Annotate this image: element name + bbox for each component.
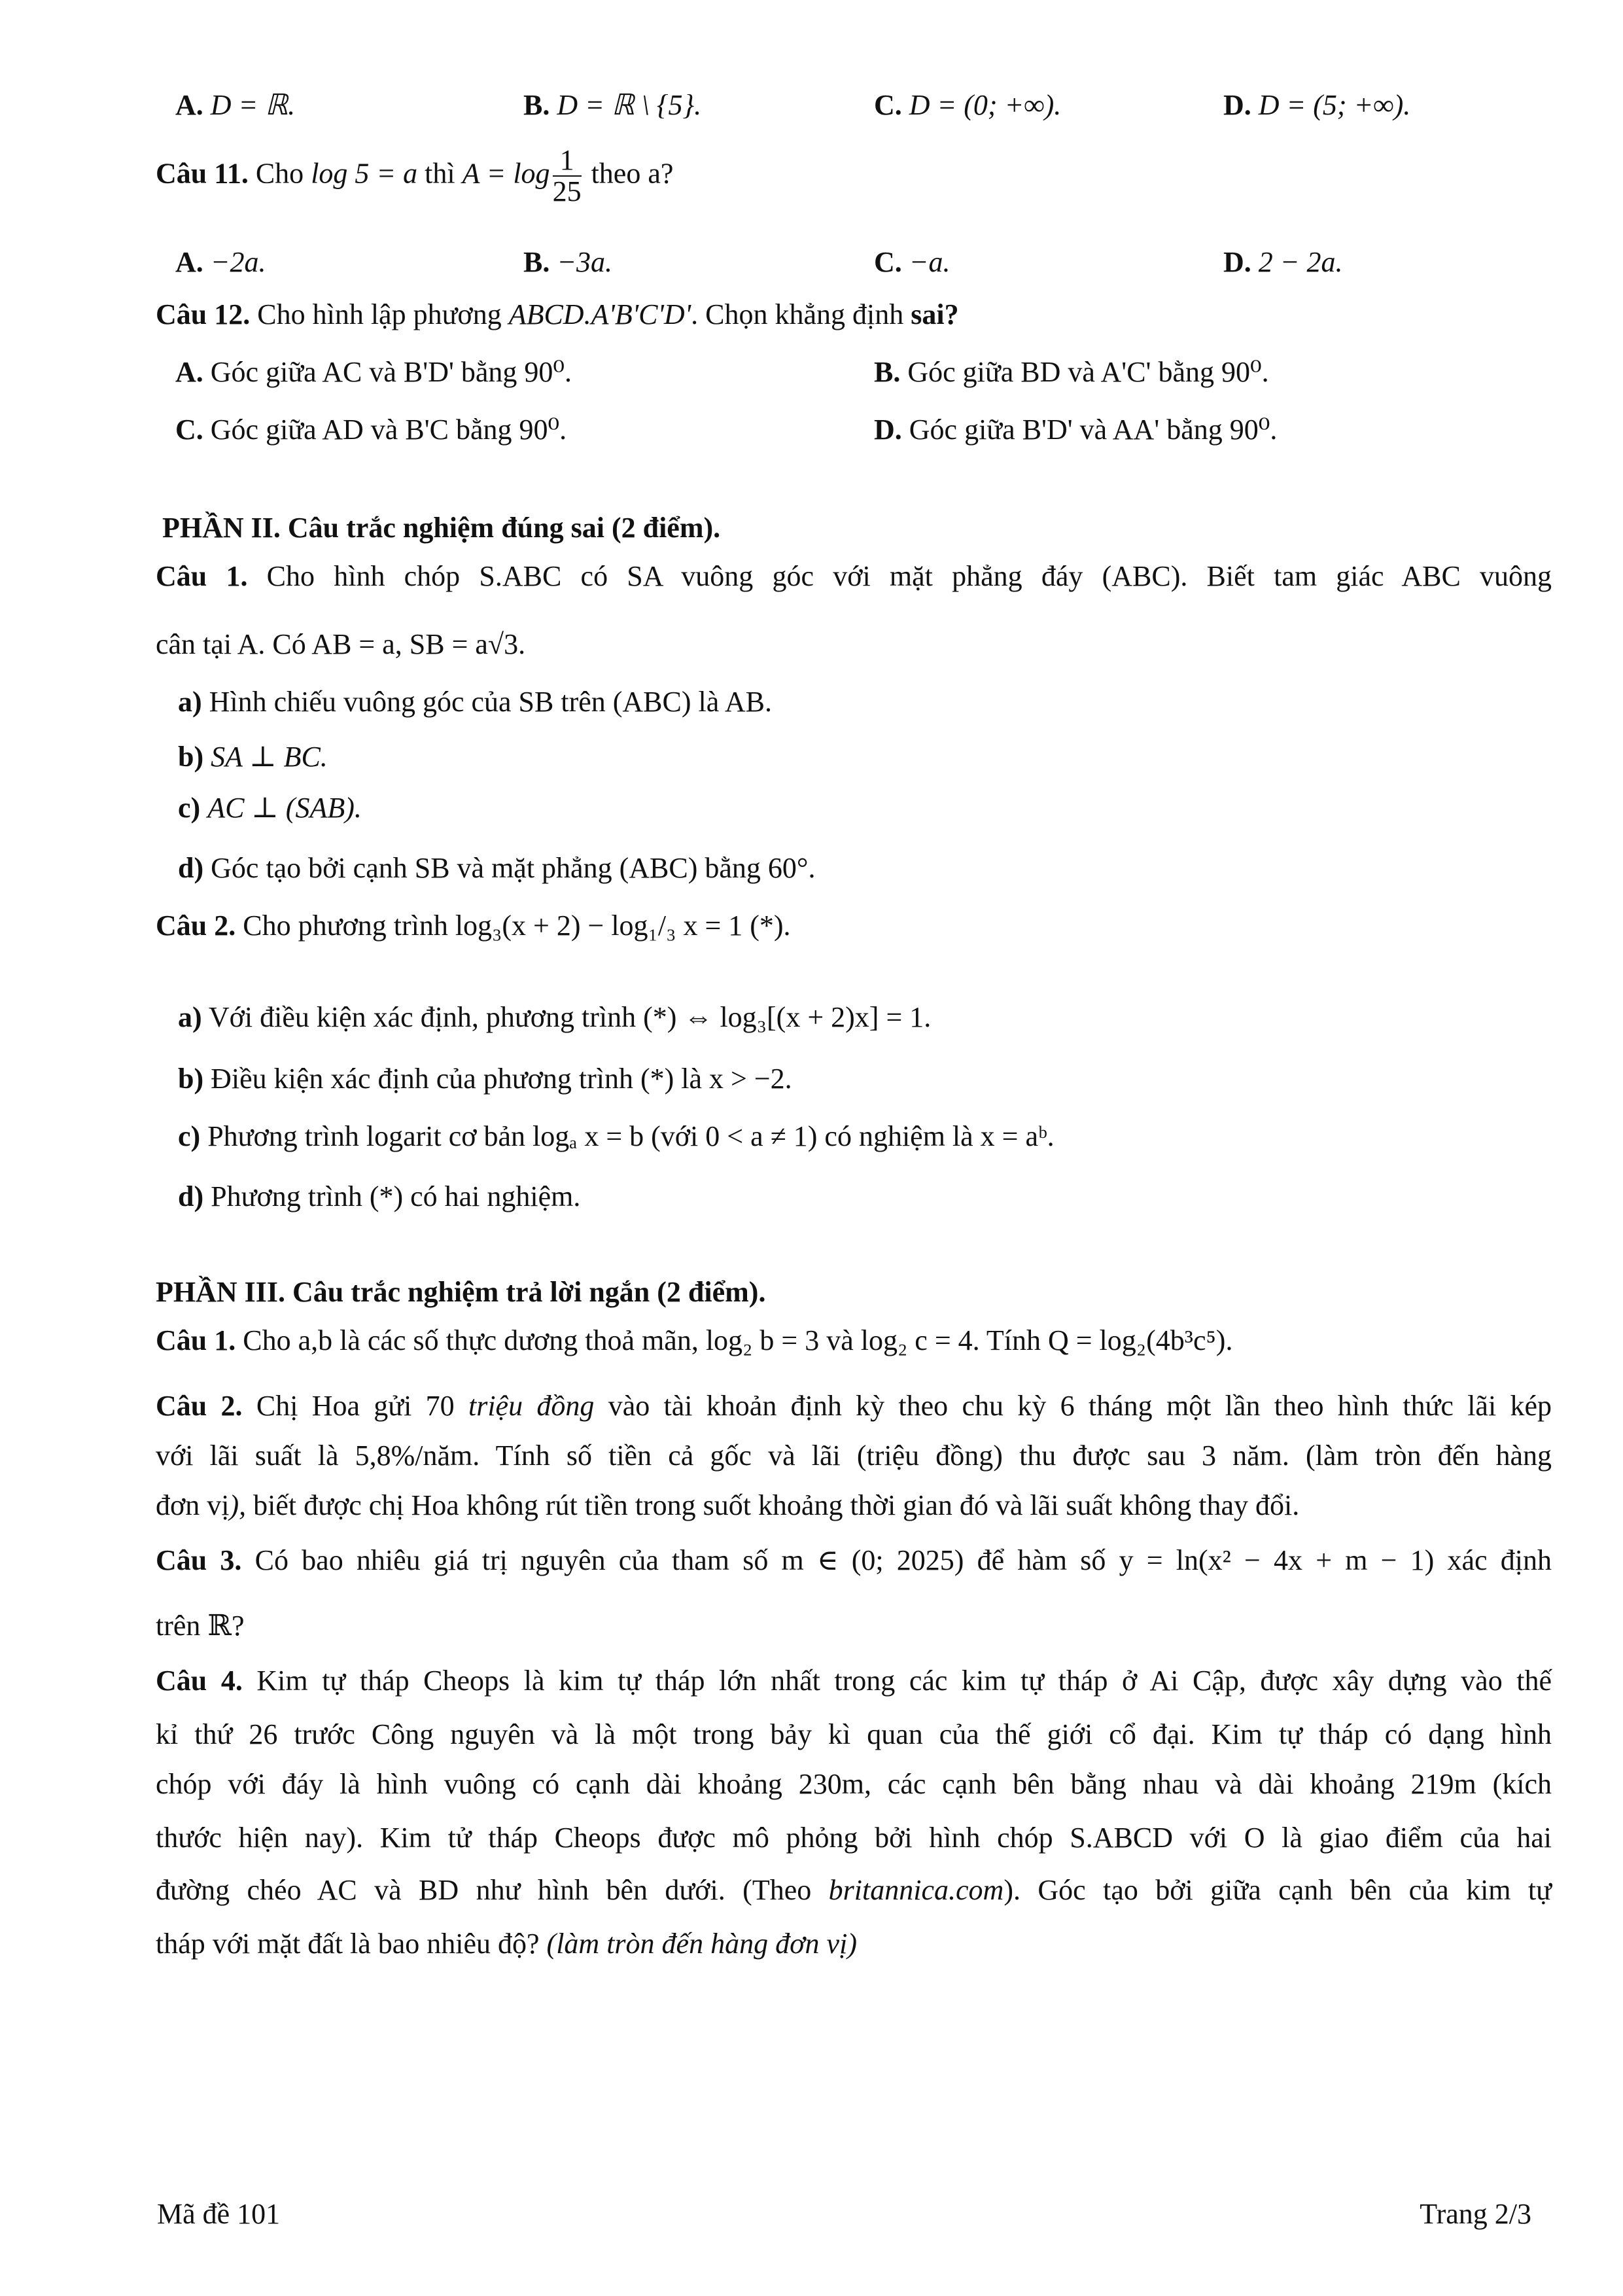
part2-q2-stem: Câu 2. Cho phương trình log₃(x + 2) − log₁/₃ x = 1 (*).: [156, 910, 791, 942]
part2-q2-b: b) Điều kiện xác định của phương trình (*) là x > −2.: [178, 1063, 792, 1095]
part3-q2-line3: đơn vị), biết được chị Hoa không rút tiền trong suốt khoảng thời gian đó và lãi suất không thay đổi.: [156, 1489, 1300, 1521]
q10-option-d: D. D = (5; +∞).: [1223, 89, 1411, 121]
q10-option-a: A. D = ℝ.: [175, 89, 296, 121]
part3-heading: PHẦN III. Câu trắc nghiệm trả lời ngắn (2 điểm).: [156, 1276, 766, 1308]
footer-page-number: Trang 2/3: [1420, 2198, 1531, 2230]
part3-q3-line1: Câu 3. Có bao nhiêu giá trị nguyên của tham số m ∈ (0; 2025) để hàm số y = ln(x² − 4x + m − 1) xác định: [156, 1544, 1552, 1576]
q12-option-c: C. Góc giữa AD và B'C bằng 90⁰.: [175, 414, 567, 446]
part3-q4-line6: tháp với mặt đất là bao nhiêu độ? (làm tròn đến hàng đơn vị): [156, 1928, 857, 1960]
part3-q2-line2: với lãi suất là 5,8%/năm. Tính số tiền cả gốc và lãi (triệu đồng) thu được sau 3 năm. (làm tròn đến hàng: [156, 1439, 1552, 1472]
part3-q4-line2: kỉ thứ 26 trước Công nguyên và là một trong bảy kì quan của thế giới cổ đại. Kim tự tháp có dạng hình: [156, 1718, 1552, 1750]
part2-q1-b: b) SA ⊥ BC.: [178, 741, 328, 773]
part2-q2-c: c) Phương trình logarit cơ bản logₐ x = b (với 0 < a ≠ 1) có nghiệm là x = aᵇ.: [178, 1120, 1055, 1152]
part3-q4-line5: đường chéo AC và BD như hình bên dưới. (Theo britannica.com). Góc tạo bởi giữa cạnh bên của kim tự: [156, 1874, 1552, 1906]
part2-q1-a: a) Hình chiếu vuông góc của SB trên (ABC) là AB.: [178, 686, 772, 718]
part2-q1-line1: Câu 1. Cho hình chóp S.ABC có SA vuông góc với mặt phẳng đáy (ABC). Biết tam giác ABC vuông: [156, 560, 1552, 592]
q10-option-c: C. D = (0; +∞).: [874, 89, 1062, 121]
q12-option-b: B. Góc giữa BD và A'C' bằng 90⁰.: [874, 356, 1269, 388]
q11-option-a: A. −2a.: [175, 246, 266, 278]
part3-q2-line1: Câu 2. Chị Hoa gửi 70 triệu đồng vào tài khoản định kỳ theo chu kỳ 6 tháng một lần theo hình thức lãi kép: [156, 1390, 1552, 1422]
part3-q4-line1: Câu 4. Kim tự tháp Cheops là kim tự tháp lớn nhất trong các kim tự tháp ở Ai Cập, được xây dựng vào thế: [156, 1665, 1552, 1697]
part2-heading: PHẦN II. Câu trắc nghiệm đúng sai (2 điểm).: [162, 512, 721, 544]
q11-fraction: $\frac{1}{25}$: [552, 144, 582, 208]
q11-option-c: C. −a.: [874, 246, 951, 278]
part3-q1: Câu 1. Cho a,b là các số thực dương thoả mãn, log₂ b = 3 và log₂ c = 4. Tính Q = log₂(4b³c⁵).: [156, 1324, 1233, 1356]
q11-option-b: B. −3a.: [523, 246, 613, 278]
part2-q1-d: d) Góc tạo bởi cạnh SB và mặt phẳng (ABC) bằng 60°.: [178, 852, 816, 884]
part2-q1-c: c) AC ⊥ (SAB).: [178, 792, 362, 824]
q10-option-b: B. D = ℝ \ {5}.: [523, 89, 702, 121]
q12-option-d: D. Góc giữa B'D' và AA' bằng 90⁰.: [874, 414, 1278, 446]
q11-option-d: D. 2 − 2a.: [1223, 246, 1343, 278]
q12-option-a: A. Góc giữa AC và B'D' bằng 90⁰.: [175, 356, 572, 388]
q11-stem: Câu 11. Cho log 5 = a thì A = log $\frac{1}{25}$ theo a?: [156, 144, 674, 208]
q12-stem: Câu 12. Cho hình lập phương ABCD.A'B'C'D'. Chọn khẳng định sai?: [156, 298, 959, 330]
part2-q2-a: a) Với điều kiện xác định, phương trình (*) ⇔ log₃[(x + 2)x] = 1.: [178, 1001, 932, 1033]
part3-q4-line3: chóp với đáy là hình vuông có cạnh dài khoảng 230m, các cạnh bên bằng nhau và dài khoảng 219m (kích: [156, 1768, 1552, 1800]
part2-q1-line2: cân tại A. Có AB = a, SB = a√3.: [156, 628, 526, 660]
part3-q3-line2: trên ℝ?: [156, 1610, 245, 1642]
part3-q4-line4: thước hiện nay). Kim tử tháp Cheops được mô phỏng bởi hình chóp S.ABCD với O là giao điểm của hai: [156, 1822, 1552, 1854]
part2-q2-d: d) Phương trình (*) có hai nghiệm.: [178, 1180, 581, 1212]
footer-exam-code: Mã đề 101: [157, 2198, 281, 2230]
